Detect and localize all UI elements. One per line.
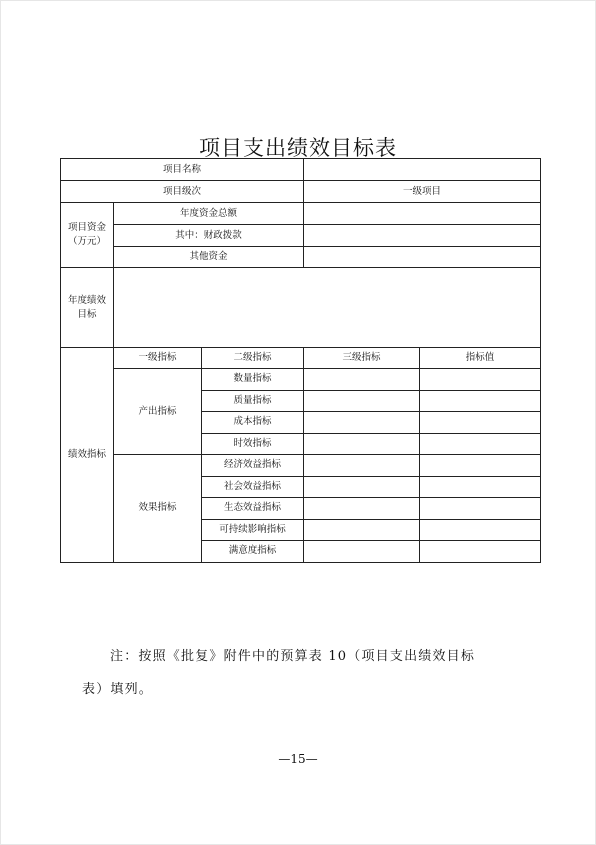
performance-goal-table (60, 158, 541, 563)
effect-item-value (420, 455, 541, 477)
effect-item-value (420, 541, 541, 563)
effect-item: 经济效益指标 (202, 455, 304, 477)
effect-item: 生态效益指标 (202, 498, 304, 520)
fiscal-allocation-value (304, 225, 541, 247)
effect-item-value (420, 519, 541, 541)
effect-item-level3 (304, 455, 420, 477)
header-value: 指标值 (420, 348, 541, 369)
annual-goal-label-line1: 年度绩效 (67, 294, 106, 306)
output-item-level3 (304, 412, 420, 434)
header-level3: 三级指标 (304, 348, 420, 369)
annual-total-value (304, 203, 541, 225)
output-item: 数量指标 (202, 369, 304, 391)
note (82, 640, 532, 706)
fiscal-allocation-label: 其中：财政拨款 (114, 225, 304, 247)
output-item: 时效指标 (202, 433, 304, 455)
output-item-level3 (304, 433, 420, 455)
effect-item-level3 (304, 519, 420, 541)
project-funds-label-line2: （万元） (67, 236, 106, 247)
performance-indicators-label: 绩效指标 (61, 348, 114, 563)
annual-goal-value (114, 268, 541, 348)
annual-goal-label-line2: 目标 (77, 308, 97, 320)
note-line1: 注：按照《批复》附件中的预算表 10（项目支出绩效目标 (110, 649, 476, 664)
output-item-value (420, 390, 541, 412)
annual-total-label: 年度资金总额 (114, 203, 304, 225)
project-name-value (304, 159, 541, 181)
effect-item-level3 (304, 476, 420, 498)
effect-indicator-label: 效果指标 (114, 455, 202, 563)
project-funds-label (61, 203, 114, 268)
effect-item: 满意度指标 (202, 541, 304, 563)
effect-item: 社会效益指标 (202, 476, 304, 498)
output-item: 质量指标 (202, 390, 304, 412)
effect-item: 可持续影响指标 (202, 519, 304, 541)
output-item-level3 (304, 369, 420, 391)
header-level2: 二级指标 (202, 348, 304, 369)
output-item-value (420, 412, 541, 434)
effect-item-level3 (304, 498, 420, 520)
form-title: 项目支出绩效目标表 (199, 136, 397, 160)
effect-item-value (420, 498, 541, 520)
other-funds-value (304, 247, 541, 268)
effect-item-value (420, 476, 541, 498)
effect-item-level3 (304, 541, 420, 563)
output-item-level3 (304, 390, 420, 412)
output-item-value (420, 433, 541, 455)
project-name-label: 项目名称 (61, 159, 304, 181)
output-item-value (420, 369, 541, 391)
output-item: 成本指标 (202, 412, 304, 434)
project-level-label: 项目级次 (61, 181, 304, 203)
project-funds-label-line1: 项目资金 (67, 222, 106, 233)
other-funds-label: 其他资金 (114, 247, 304, 268)
note-line2: 表）填列。 (82, 682, 154, 697)
annual-goal-label (61, 268, 114, 348)
output-indicator-label: 产出指标 (114, 369, 202, 455)
header-level1: 一级指标 (114, 348, 202, 369)
project-level-value: 一级项目 (304, 181, 541, 203)
page-number: —15— (278, 752, 318, 766)
